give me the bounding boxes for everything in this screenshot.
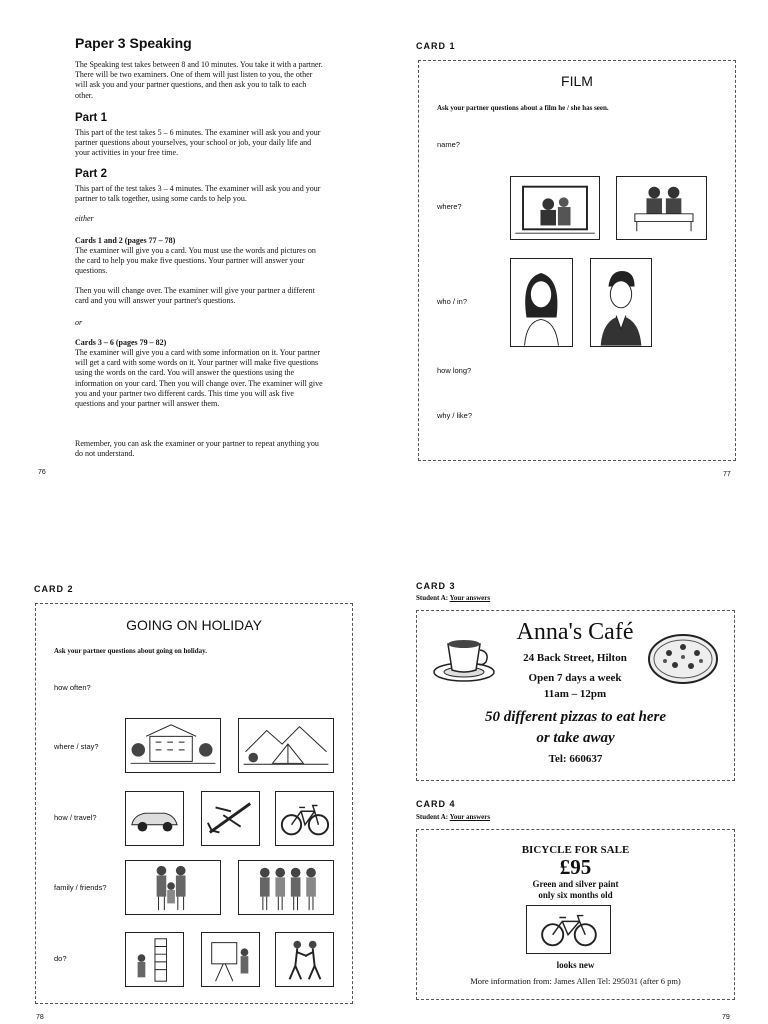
bicycle-for-sale-image bbox=[526, 905, 611, 954]
painting-image bbox=[201, 932, 260, 987]
question-name: name? bbox=[437, 140, 460, 149]
sightseeing-tower-image bbox=[125, 932, 184, 987]
camping-tent-image bbox=[238, 718, 334, 773]
bike-title: BICYCLE FOR SALE bbox=[521, 844, 630, 856]
cards12-text2: Then you will change over. The examiner will give your partner a different card and you will answer your partner's questions. bbox=[75, 286, 315, 306]
dancing-image bbox=[275, 932, 334, 987]
cards36-text: The examiner will give you a card with some information on it. Your partner will get a card with some words on it. Your partner will make five questions using the words on the card. You will answer the questions using the information on your card. Then you will change over. The examiner will give you and your partner two different cards. This time you will ask five questions and your partner will answer them. bbox=[75, 348, 323, 409]
part1-heading: Part 1 bbox=[75, 112, 107, 124]
page-title: Paper 3 Speaking bbox=[75, 35, 192, 51]
card-instruction: Ask your partner questions about going on holiday. bbox=[54, 647, 208, 655]
card3-answers-link[interactable]: Your answers bbox=[449, 594, 491, 602]
page-number: 77 bbox=[723, 471, 731, 478]
question-how-travel: how / travel? bbox=[54, 813, 97, 822]
card4-student-label: Student A: bbox=[416, 813, 449, 821]
hotel-image bbox=[125, 718, 221, 773]
cafe-hours: 11am – 12pm bbox=[543, 688, 607, 700]
bike-desc-line1: Green and silver paint bbox=[532, 879, 619, 889]
card3-student-label: Student A: bbox=[416, 594, 449, 602]
cards12-heading: Cards 1 and 2 (pages 77 – 78) bbox=[75, 236, 176, 245]
card4-student-line bbox=[416, 813, 490, 821]
bike-looks-new: looks new bbox=[556, 960, 595, 970]
cards36-heading: Cards 3 – 6 (pages 79 – 82) bbox=[75, 338, 167, 347]
cafe-pizza-line1: 50 different pizzas to eat here bbox=[485, 709, 666, 725]
cafe-open-days: Open 7 days a week bbox=[528, 672, 622, 684]
actor-portrait-image bbox=[590, 258, 652, 347]
card-label: CARD 1 bbox=[416, 41, 456, 51]
plane-image bbox=[201, 791, 260, 846]
card-title: GOING ON HOLIDAY bbox=[126, 617, 262, 633]
card-label: CARD 2 bbox=[34, 584, 74, 594]
bike-price: £95 bbox=[559, 855, 592, 879]
car-image bbox=[125, 791, 184, 846]
question-family-friends: family / friends? bbox=[54, 883, 107, 892]
question-where-stay: where / stay? bbox=[54, 742, 99, 751]
part2-text: This part of the test takes 3 – 4 minutes. The examiner will ask you and your partner to talk together, using some cards to help you. bbox=[75, 184, 321, 204]
cafe-name: Anna's Café bbox=[516, 619, 634, 645]
bike-desc-line2: only six months old bbox=[538, 890, 613, 900]
cafe-telephone: Tel: 660637 bbox=[548, 753, 603, 765]
actress-portrait-image bbox=[510, 258, 573, 347]
cinema-audience-image bbox=[616, 176, 707, 240]
part1-text: This part of the test takes 5 – 6 minutes. The examiner will ask you and your partner questions about yourselves, your school or job, your daily life and your activities in your free time. bbox=[75, 128, 321, 158]
pizza-icon bbox=[647, 633, 719, 685]
card-instruction: Ask your partner questions about a film he / she has seen. bbox=[437, 104, 609, 112]
question-how-often: how often? bbox=[54, 683, 91, 692]
friends-image bbox=[238, 860, 334, 915]
remember-text: Remember, you can ask the examiner or your partner to repeat anything you do not understand. bbox=[75, 439, 319, 459]
part2-heading: Part 2 bbox=[75, 168, 107, 180]
or-label: or bbox=[75, 318, 83, 327]
cinema-screen-image bbox=[510, 176, 600, 240]
card4-answers-link[interactable]: Your answers bbox=[449, 813, 491, 821]
card3-label: CARD 3 bbox=[416, 581, 456, 591]
question-where: where? bbox=[437, 202, 462, 211]
question-do: do? bbox=[54, 954, 67, 963]
page-number: 76 bbox=[38, 469, 46, 476]
cafe-pizza-line2: or take away bbox=[536, 730, 615, 746]
bike-contact-info: More information from: James Allen Tel: 295031 (after 6 pm) bbox=[470, 976, 681, 986]
card-1 bbox=[418, 60, 736, 461]
coffee-cup-icon bbox=[432, 632, 498, 686]
card-title: FILM bbox=[561, 73, 593, 89]
either-label: either bbox=[75, 214, 94, 223]
question-why-like: why / like? bbox=[437, 411, 473, 420]
question-who-in: who / in? bbox=[437, 297, 468, 306]
question-how-long: how long? bbox=[437, 366, 472, 375]
page-number: 78 bbox=[36, 1014, 44, 1021]
card3-student-line bbox=[416, 594, 490, 602]
card4-label: CARD 4 bbox=[416, 799, 456, 809]
page-number: 79 bbox=[722, 1014, 730, 1021]
bicycle-image bbox=[275, 791, 334, 846]
cards12-text: The examiner will give you a card. You must use the words and pictures on the card to help you make five questions. Your partner will answer your questions. bbox=[75, 246, 316, 276]
intro-text: The Speaking test takes between 8 and 10 minutes. You take it with a partner. There will be two examiners. One of them will just listen to you, the other will ask you and your partner questions, and then ask you to talk to each other. bbox=[75, 60, 323, 100]
cafe-address: 24 Back Street, Hilton bbox=[523, 652, 627, 664]
family-image bbox=[125, 860, 221, 915]
